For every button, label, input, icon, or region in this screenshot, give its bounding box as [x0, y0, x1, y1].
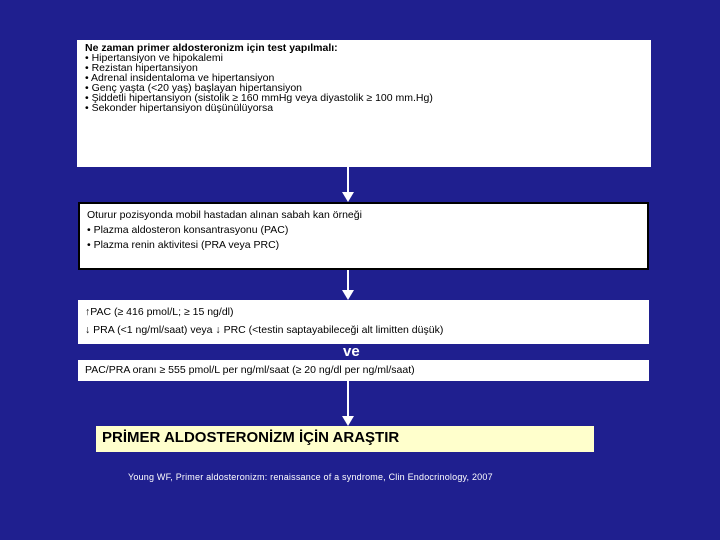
criteria-item: • Hipertansiyon ve hipokalemi	[85, 52, 223, 64]
down-arrow-icon	[341, 270, 355, 300]
down-arrow-icon	[341, 167, 355, 202]
pac-threshold: ↑PAC (≥ 416 pmol/L; ≥ 15 ng/dl)	[85, 306, 234, 318]
sampling-line: Oturur pozisyonda mobil hastadan alınan sabah kan örneği	[87, 209, 362, 221]
connector-label: ve	[343, 343, 360, 360]
result-text: PRİMER ALDOSTERONİZM İÇİN ARAŞTIR	[102, 429, 400, 446]
criteria-item: • Sekonder hipertansiyon düşünülüyorsa	[85, 102, 274, 114]
citation: Young WF, Primer aldosteronizm: renaissance of a syndrome, Clin Endocrinology, 2007	[128, 472, 493, 482]
down-arrow-icon	[341, 381, 355, 426]
result-box	[96, 426, 594, 452]
criteria-box	[77, 40, 651, 167]
criteria-item: • Genç yaşta (<20 yaş) başlayan hipertansiyon	[85, 82, 303, 94]
sampling-box	[78, 202, 649, 270]
criteria-title: Ne zaman primer aldosteronizm için test yapılmalı:	[85, 42, 338, 54]
criteria-item: • Şiddetli hipertansiyon (sistolik ≥ 160 mmHg veya diyastolik ≥ 100 mm.Hg)	[85, 92, 433, 104]
thresholds-box	[78, 300, 649, 344]
ratio-box	[78, 360, 649, 381]
pra-threshold: ↓ PRA (<1 ng/ml/saat) veya ↓ PRC (<testin saptayabileceği alt limitten düşük)	[85, 324, 444, 336]
criteria-item: • Rezistan hipertansiyon	[85, 62, 198, 74]
sampling-line: • Plazma renin aktivitesi (PRA veya PRC)	[87, 239, 280, 251]
ratio-text: PAC/PRA oranı ≥ 555 pmol/L per ng/ml/saat (≥ 20 ng/dl per ng/ml/saat)	[85, 364, 415, 376]
criteria-item: • Adrenal insidentaloma ve hipertansiyon	[85, 72, 275, 84]
sampling-line: • Plazma aldosteron konsantrasyonu (PAC)	[87, 224, 289, 236]
